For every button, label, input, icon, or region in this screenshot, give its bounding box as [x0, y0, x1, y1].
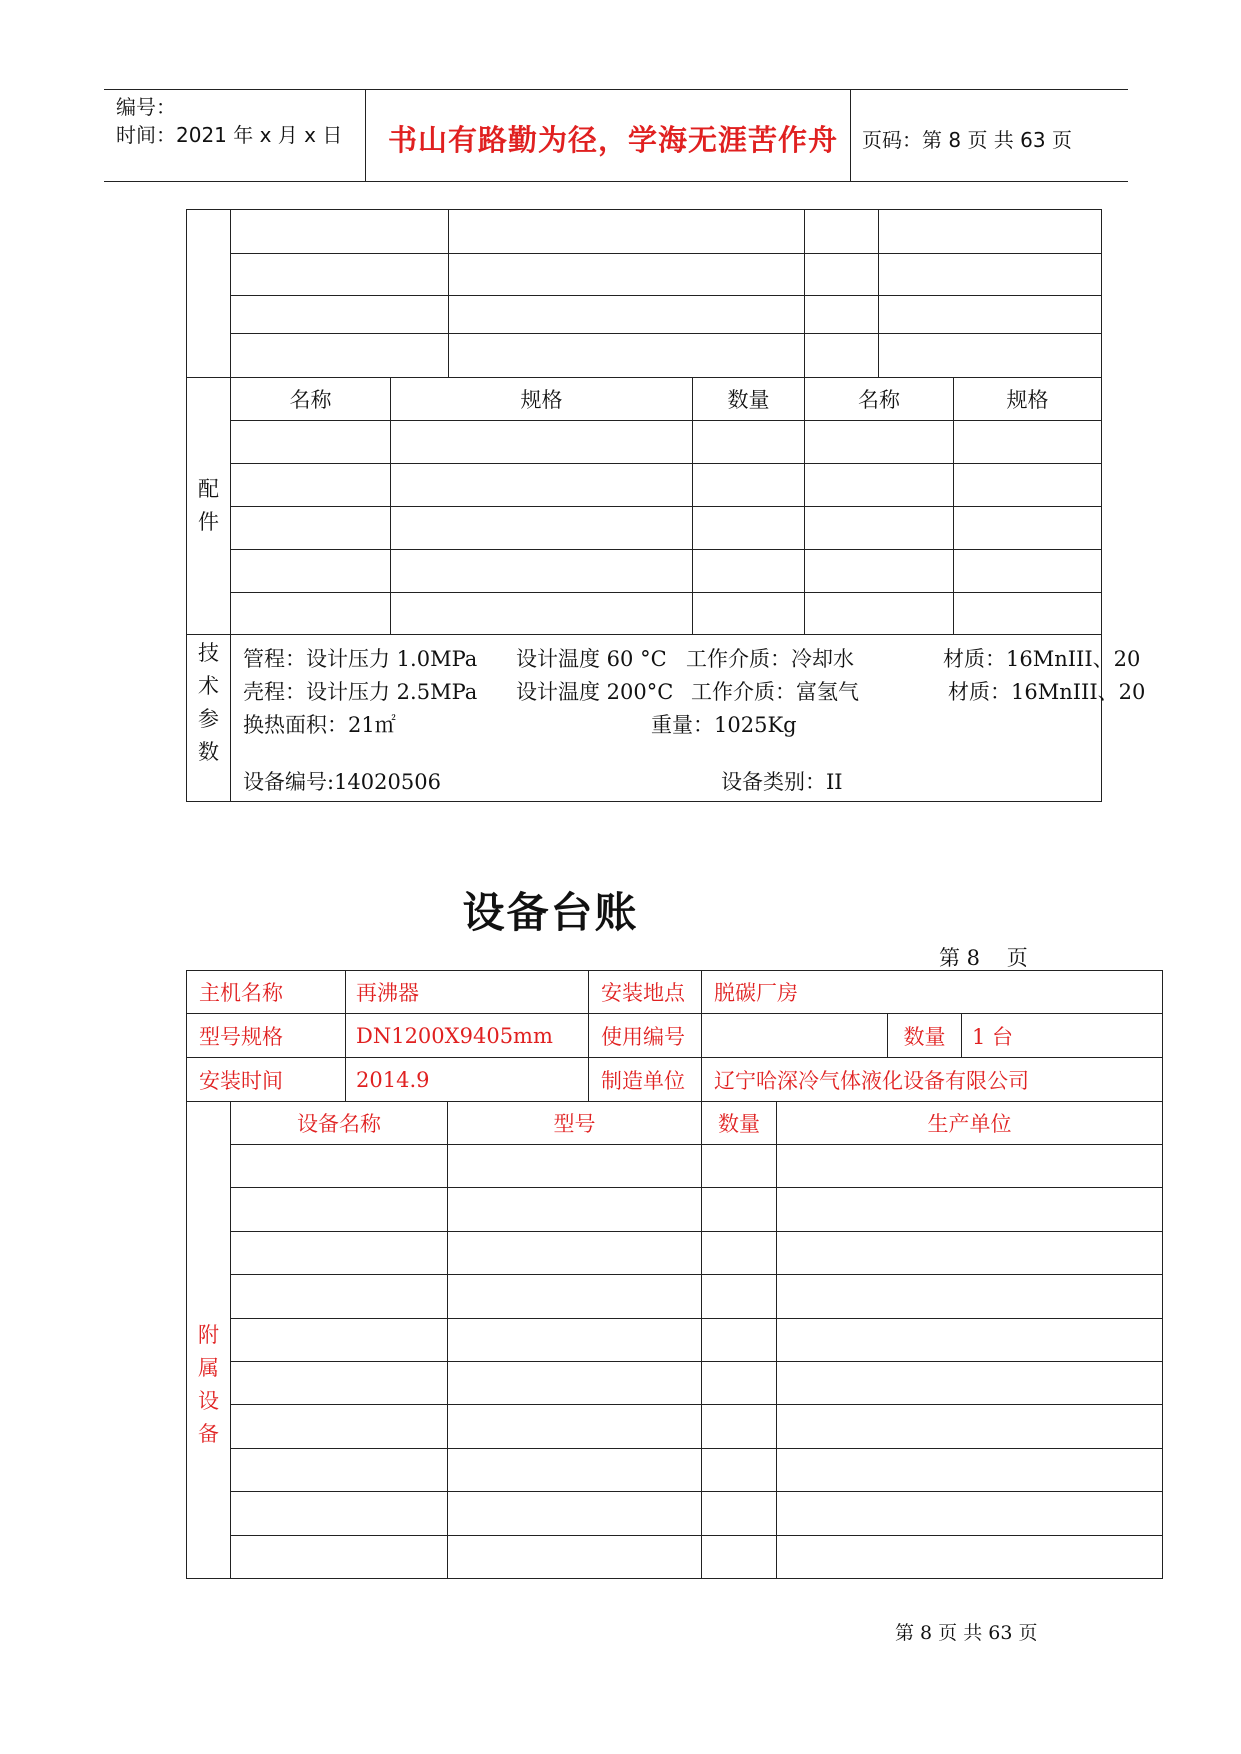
aux-cell: [702, 1449, 777, 1492]
tube-material: 材质：16MnIII、20: [943, 647, 1141, 671]
aux-cell: [448, 1405, 702, 1449]
parts-cell: [805, 550, 954, 593]
aux-cell: [702, 1145, 777, 1188]
blank-label-cell: [187, 210, 231, 378]
aux-cell: [777, 1492, 1163, 1536]
aux-cell: [448, 1362, 702, 1405]
aux-cell: [702, 1405, 777, 1449]
aux-cell: [777, 1188, 1163, 1232]
aux-cell: [231, 1405, 448, 1449]
maker-value: 辽宁哈深冷气体液化设备有限公司: [702, 1058, 1163, 1102]
parts-section-label: 配 件: [187, 378, 231, 635]
aux-cell: [448, 1232, 702, 1275]
parts-cell: [954, 550, 1102, 593]
install-time-value: 2014.9: [346, 1058, 589, 1102]
weight: 重量：1025Kg: [651, 713, 797, 737]
blank-cell: [805, 334, 879, 378]
parts-cell: [231, 421, 391, 464]
aux-cell: [231, 1145, 448, 1188]
shell-pressure: 壳程：设计压力 2.5MPa: [243, 680, 478, 704]
parts-cell: [693, 507, 805, 550]
equipment-spec-table: [186, 209, 1146, 802]
quantity-value: 1 台: [962, 1014, 1163, 1058]
maker-label: 制造单位: [589, 1058, 702, 1102]
aux-cell: [448, 1449, 702, 1492]
tube-pressure: 管程：设计压力 1.0MPa: [243, 647, 478, 671]
aux-cell: [777, 1319, 1163, 1362]
quantity-label: 数量: [888, 1014, 962, 1058]
motto: 书山有路勤为径，学海无涯苦作舟: [388, 123, 839, 157]
blank-cell: [231, 210, 449, 254]
parts-header-spec-2: 规格: [954, 378, 1102, 421]
blank-cell: [805, 254, 879, 296]
parts-cell: [805, 507, 954, 550]
parts-header-name-2: 名称: [805, 378, 954, 421]
aux-header-model: 型号: [448, 1102, 702, 1145]
parts-header-name: 名称: [231, 378, 391, 421]
parts-cell: [231, 593, 391, 635]
blank-cell: [449, 210, 805, 254]
use-number-label: 使用编号: [589, 1014, 702, 1058]
parts-cell: [954, 593, 1102, 635]
blank-cell: [231, 334, 449, 378]
blank-cell: [805, 296, 879, 334]
parts-cell: [693, 550, 805, 593]
parts-cell: [391, 464, 693, 507]
parts-cell: [805, 593, 954, 635]
blank-cell: [231, 296, 449, 334]
blank-cell: [805, 210, 879, 254]
blank-cell: [879, 254, 1102, 296]
aux-cell: [777, 1232, 1163, 1275]
aux-cell: [702, 1319, 777, 1362]
equipment-number: 设备编号:14020506: [243, 770, 441, 794]
parts-cell: [693, 464, 805, 507]
tube-temp: 设计温度 60 °C: [516, 647, 667, 671]
header-page-label: 页码：第 8 页 共 63 页: [862, 128, 1072, 152]
aux-cell: [448, 1188, 702, 1232]
shell-material: 材质：16MnIII、20: [948, 680, 1146, 704]
time-label: 时间：2021 年 x 月 x 日: [116, 123, 343, 147]
aux-cell: [702, 1188, 777, 1232]
parts-cell: [805, 421, 954, 464]
parts-cell: [954, 421, 1102, 464]
host-name-value: 再沸器: [346, 971, 589, 1014]
shell-medium: 工作介质：富氢气: [691, 680, 859, 704]
blank-cell: [879, 334, 1102, 378]
header-divider-right: [850, 89, 851, 181]
blank-cell: [449, 334, 805, 378]
aux-cell: [777, 1145, 1163, 1188]
aux-cell: [777, 1405, 1163, 1449]
parts-header-spec: 规格: [391, 378, 693, 421]
aux-section-label: 附 属 设 备: [187, 1102, 231, 1579]
aux-cell: [702, 1536, 777, 1579]
use-number-value: [702, 1014, 888, 1058]
shell-temp: 设计温度 200°C: [516, 680, 674, 704]
header-top-rule: [104, 89, 1128, 90]
parts-header-qty: 数量: [693, 378, 805, 421]
blank-cell: [879, 210, 1102, 254]
blank-cell: [449, 254, 805, 296]
ledger-title: 设备台账: [462, 888, 639, 937]
aux-cell: [448, 1145, 702, 1188]
aux-cell: [448, 1275, 702, 1319]
aux-cell: [231, 1492, 448, 1536]
parts-cell: [693, 421, 805, 464]
aux-cell: [448, 1492, 702, 1536]
equipment-ledger-table: [186, 970, 1163, 1579]
aux-cell: [231, 1362, 448, 1405]
model-label: 型号规格: [187, 1014, 346, 1058]
install-time-label: 安装时间: [187, 1058, 346, 1102]
aux-cell: [448, 1536, 702, 1579]
header-bottom-rule: [104, 181, 1128, 182]
aux-cell: [231, 1536, 448, 1579]
equipment-class: 设备类别：II: [721, 770, 843, 794]
aux-cell: [777, 1275, 1163, 1319]
aux-cell: [448, 1319, 702, 1362]
aux-cell: [231, 1275, 448, 1319]
aux-cell: [231, 1319, 448, 1362]
parts-cell: [231, 507, 391, 550]
aux-cell: [231, 1232, 448, 1275]
aux-cell: [777, 1362, 1163, 1405]
host-name-label: 主机名称: [187, 971, 346, 1014]
footer-page-count: 第 8 页 共 63 页: [895, 1622, 1038, 1644]
parts-cell: [391, 421, 693, 464]
aux-cell: [702, 1492, 777, 1536]
aux-header-qty: 数量: [702, 1102, 777, 1145]
aux-cell: [702, 1232, 777, 1275]
ledger-page-no: 第 8 页: [939, 946, 1028, 970]
aux-cell: [702, 1362, 777, 1405]
aux-cell: [231, 1188, 448, 1232]
header-divider-left: [365, 89, 366, 181]
tech-params-cell: [231, 635, 1146, 802]
location-label: 安装地点: [589, 971, 702, 1014]
blank-cell: [879, 296, 1102, 334]
tech-section-label: 技 术 参 数: [187, 635, 231, 802]
parts-cell: [231, 550, 391, 593]
parts-cell: [805, 464, 954, 507]
aux-cell: [231, 1449, 448, 1492]
location-value: 脱碳厂房: [702, 971, 1163, 1014]
aux-cell: [702, 1275, 777, 1319]
parts-cell: [954, 464, 1102, 507]
serial-label: 编号：: [116, 95, 176, 119]
parts-cell: [693, 593, 805, 635]
parts-cell: [954, 507, 1102, 550]
aux-cell: [777, 1449, 1163, 1492]
heat-exchange-area: 换热面积：21㎡: [243, 713, 396, 737]
model-value: DN1200X9405mm: [346, 1014, 589, 1058]
parts-cell: [231, 464, 391, 507]
aux-header-name: 设备名称: [231, 1102, 448, 1145]
parts-cell: [391, 507, 693, 550]
parts-cell: [391, 550, 693, 593]
blank-cell: [231, 254, 449, 296]
blank-cell: [449, 296, 805, 334]
aux-cell: [777, 1536, 1163, 1579]
aux-header-maker: 生产单位: [777, 1102, 1163, 1145]
parts-cell: [391, 593, 693, 635]
tube-medium: 工作介质：冷却水: [686, 647, 854, 671]
